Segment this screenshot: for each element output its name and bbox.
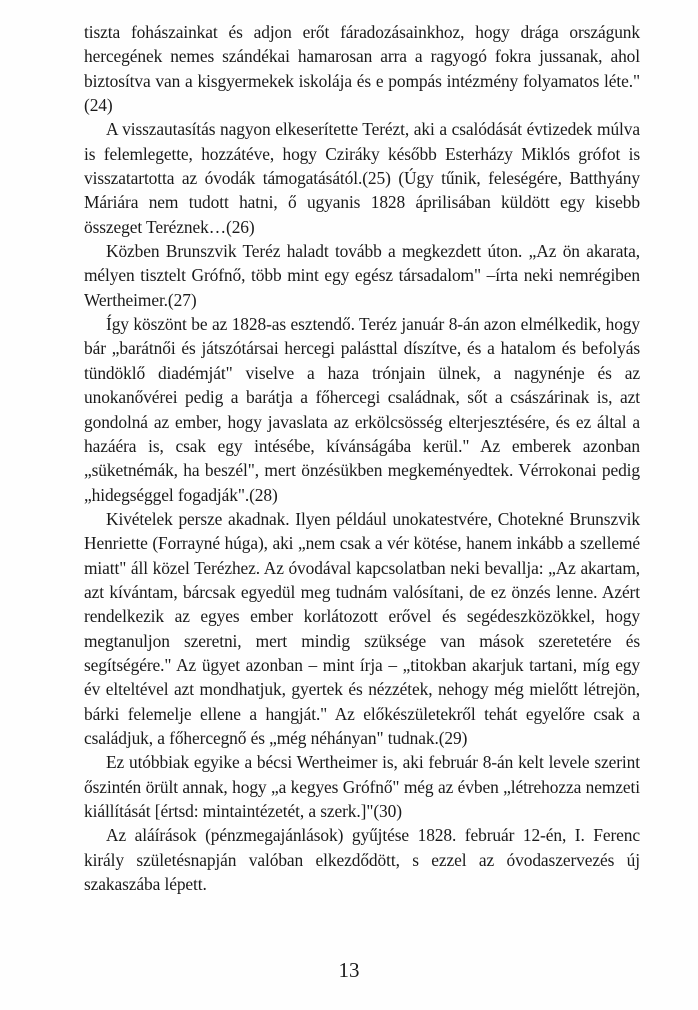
paragraph-7: Az aláírások (pénzmegajánlások) gyűjtése 1828. február 12-én, I. Ferenc király születésnapján valóban elkezdődött, s ezzel az óvodaszervezés új szakaszába lépett.	[84, 825, 640, 895]
paragraph-5: Kivételek persze akadnak. Ilyen például unokatestvére, Chotekné Brunszvik Henriette (Forrayné húga), aki „nem csak a vér kötése, hanem inkább a szellemé miatt" áll közel Terézhez. Az óvodával kapcsolatban neki bevallja: „Az akartam, azt kívántam, bárcsak egyedül meg tudnám valósítani, de ez önzés lenne. Azért rendelkezik az egyes ember korlátozott erővel és segédeszközökkel, hogy megtanuljon szeretni, mert mindig szüksége van mások szeretetére és segítségére." Az ügyet azonban – mint írja – „titokban akarjuk tartani, míg egy év elteltével azt mondhatjuk, gyertek és nézzétek, nehogy még mielőtt létrejön, bárki felemelje ellene a hangját." Az előkészületekről tehát egyelőre csak a családjuk, a főhercegnő és „még néhányan" tudnak.(29)	[84, 508, 640, 748]
paragraph-3: Közben Brunszvik Teréz haladt tovább a megkezdett úton. „Az ön akarata, mélyen tisztelt Grófnő, több mint egy egész társadalom" –írta neki nemrégiben Wertheimer.(27)	[84, 241, 640, 310]
body-text	[84, 20, 640, 896]
paragraph-2: A visszautasítás nagyon elkeserítette Terézt, aki a csalódását évtizedek múlva is felemlegette, hozzátéve, hogy Cziráky később Esterházy Miklós grófot is visszatartotta az óvodák támogatásától.(25) (Úgy tűnik, feleségére, Batthyány Máriára nem tudott hatni, ő ugyanis 1828 áprilisában küldött egy kisebb összeget Teréznek…(26)	[84, 119, 640, 237]
paragraph-1: tiszta fohászainkat és adjon erőt fáradozásainkhoz, hogy drága országunk hercegének nemes szándékai hamarosan arra a ragyogó fokra jussanak, ahol biztosítva van a kisgyermekek iskolája és e pompás intézmény folyamatos léte."(24)	[84, 22, 640, 116]
paragraph-6: Ez utóbbiak egyike a bécsi Wertheimer is, aki február 8-án kelt levele szerint őszintén örült annak, hogy „a kegyes Grófnő" még az évben „létrehozza nemzeti kiállítását [értsd: mintaintézetét, a szerk.]"(30)	[84, 752, 640, 821]
paragraph-4: Így köszönt be az 1828-as esztendő. Teréz január 8-án azon elmélkedik, hogy bár „barátnői és játszótársai hercegi palásttal díszítve, és a hatalom és befolyás tündöklő diadémját" viselve a haza trónjain ülnek, a nagynénje és az unokanővérei pedig a barátja a főhercegi családnak, sőt a császárinak is, azt gondolná az ember, hogy javaslata az erkölcsösség elterjesztésére, és ez által a hazáéra is, csak egy intésébe, kívánságába kerül." Az emberek azonban „süketnémák, ha beszél", mert önzésükben megkeményedtek. Vérrokonai pedig „hidegséggel fogadják".(28)	[84, 314, 640, 505]
page-number: 13	[338, 958, 360, 982]
